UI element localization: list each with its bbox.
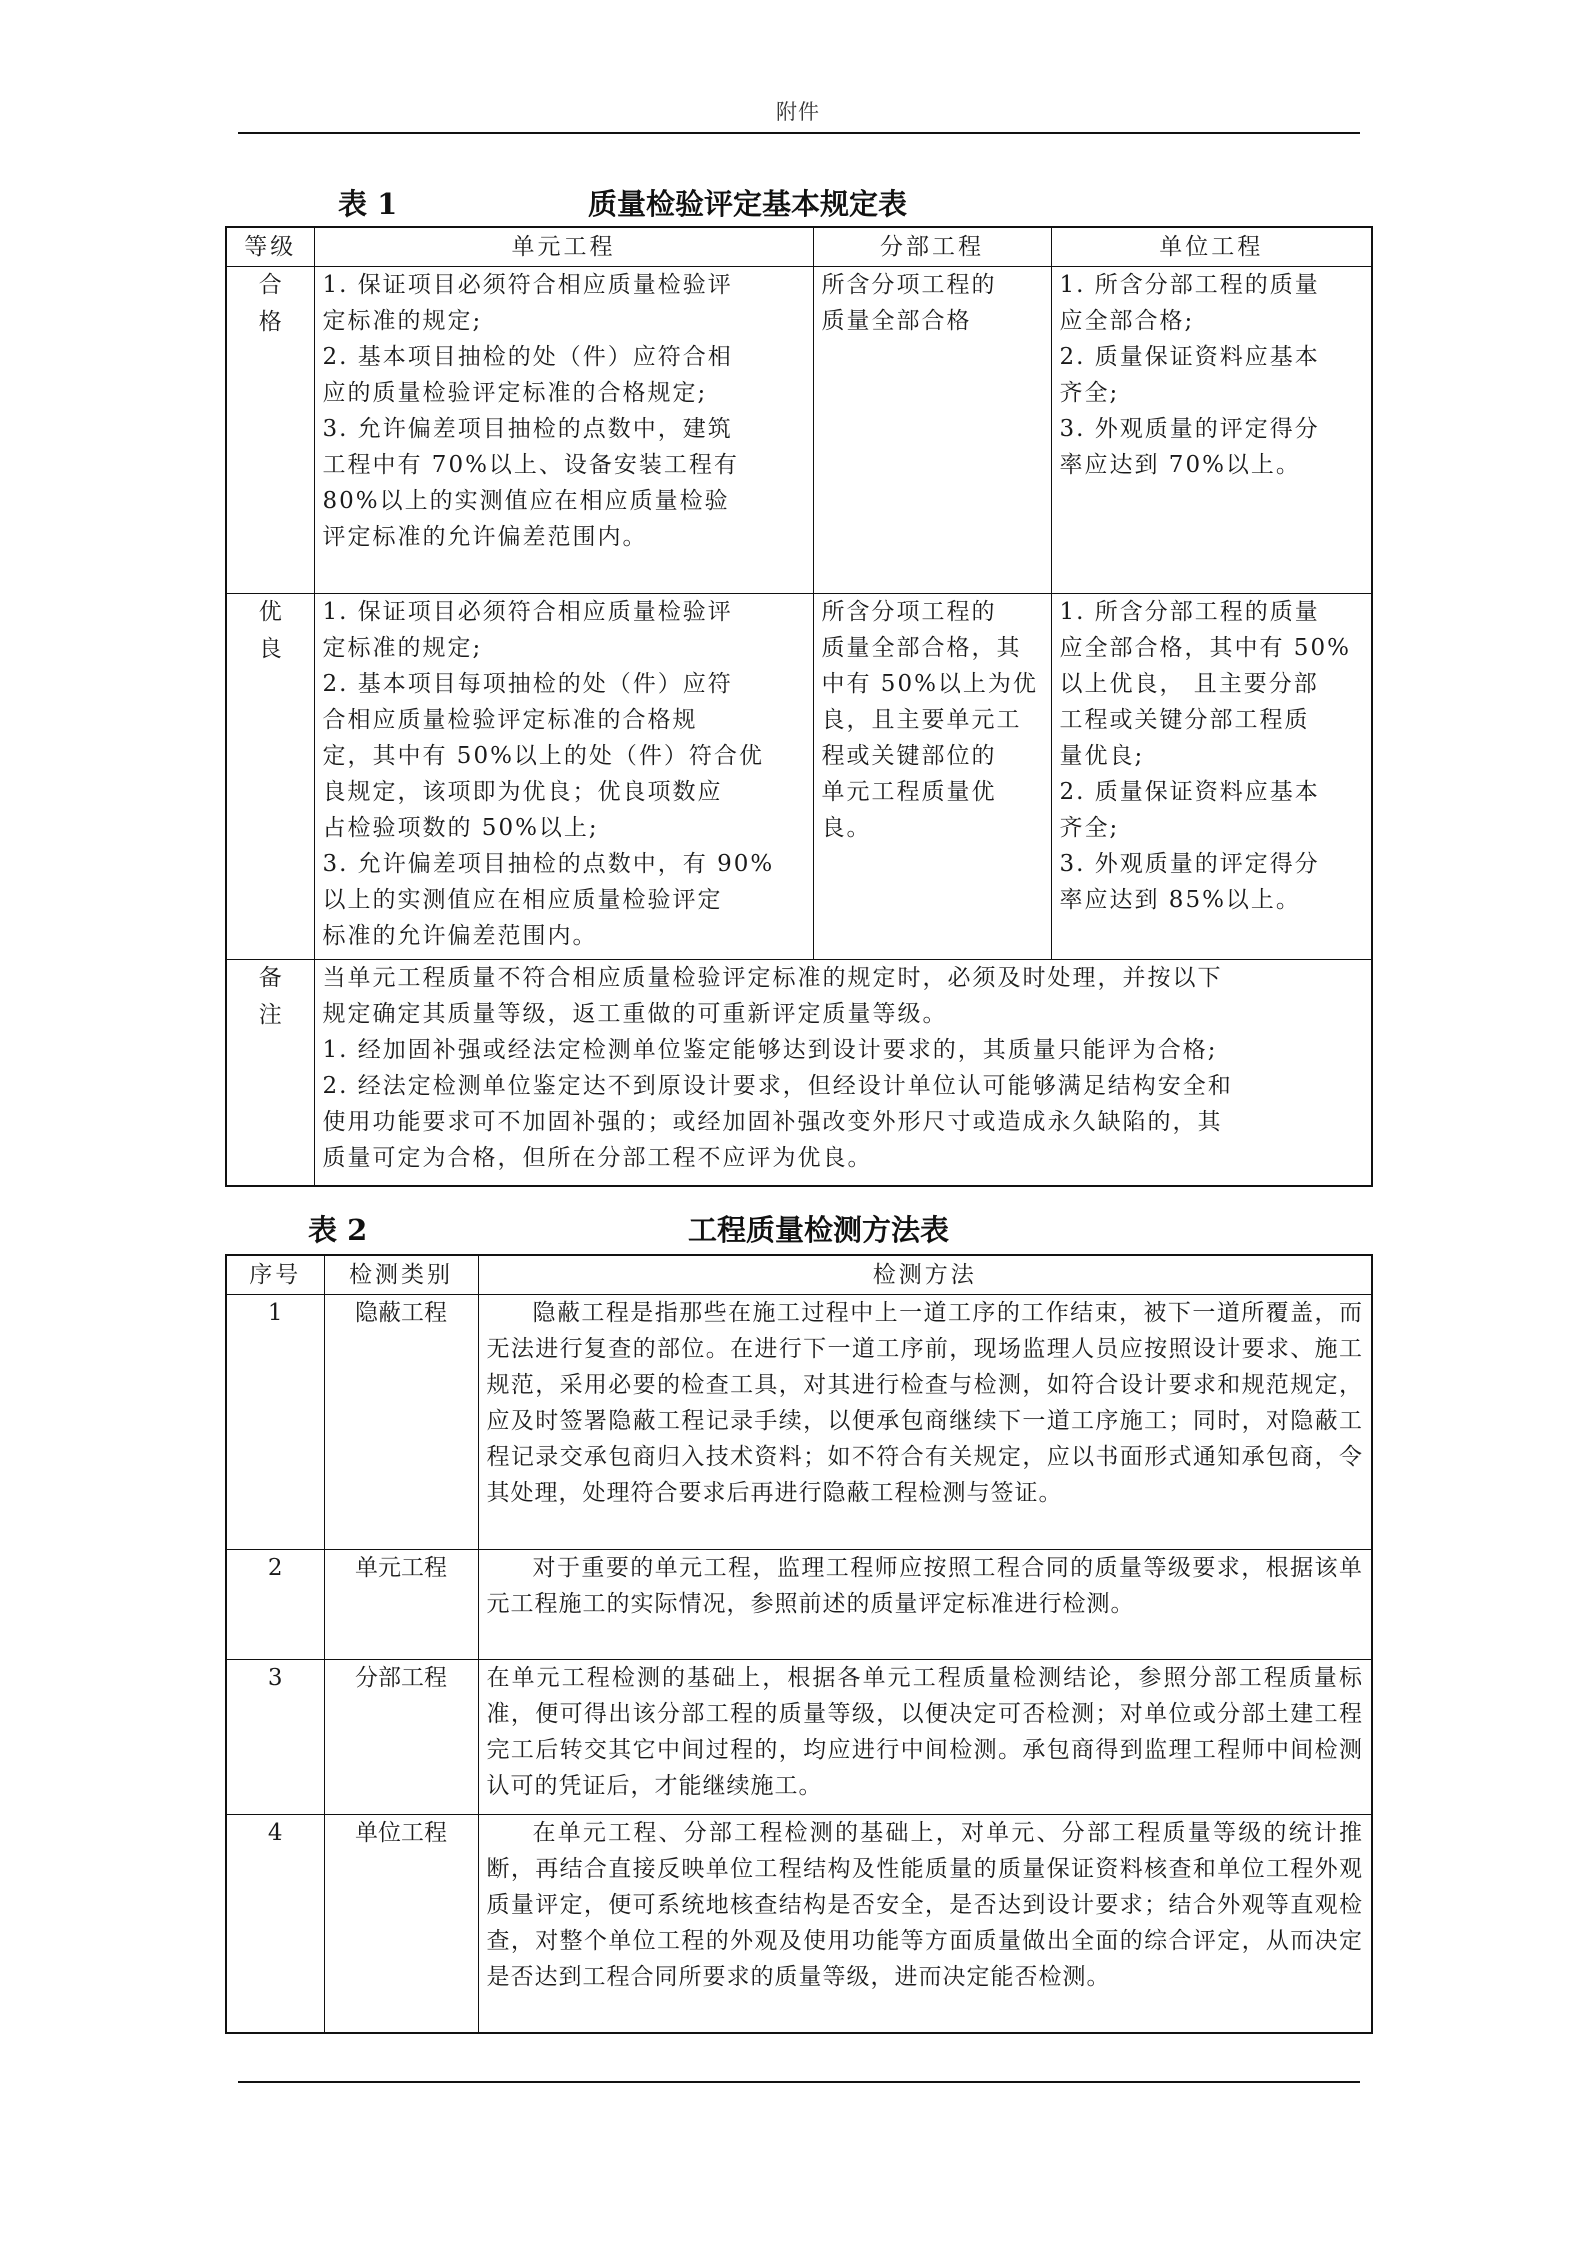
cell-text-line: 质量全部合格 xyxy=(821,308,972,334)
cell-text-line: 2. 经法定检测单位鉴定达不到原设计要求，但经设计单位认可能够满足结构安全和 xyxy=(322,1073,1233,1099)
inspection-methods-table xyxy=(225,1254,1373,2034)
cell-text-line: 2. 质量保证资料应基本 xyxy=(1059,344,1320,370)
cell-text-line: 1. 保证项目必须符合相应质量检验评 xyxy=(322,599,733,625)
method-cell: 隐蔽工程是指那些在施工过程中上一道工序的工作结束，被下一道所覆盖，而无法进行复查的部位。在进行下一道工序前，现场监理人员应按照设计要求、施工规范，采用必要的检查工具，对其进行检查与检测，如符合设计要求和规范规定，应及时签署隐蔽工程记录手续，以便承包商继续下一道工序施工；同时，对隐蔽工程记录交承包商归入技术资料；如不符合有关规定，应以书面形式通知承包商，令其处理，处理符合要求后再进行隐蔽工程检测与签证。 xyxy=(478,1295,1372,1550)
serial-no-cell: 1 xyxy=(226,1295,324,1550)
cell-text-line: 1. 所含分部工程的质量 xyxy=(1059,599,1320,625)
division-work-cell xyxy=(813,594,1051,960)
unit-project-cell xyxy=(1051,594,1372,960)
cell-text-line: 应的质量检验评定标准的合格规定; xyxy=(322,380,708,406)
cell-text-line: 良规定，该项即为优良；优良项数应 xyxy=(322,779,723,805)
cell-text-line: 工程或关键分部工程质 xyxy=(1059,707,1310,733)
serial-no-cell: 3 xyxy=(226,1660,324,1815)
cell-text-line: 所含分项工程的 xyxy=(821,272,997,298)
cell-text-line: 评定标准的允许偏差范围内。 xyxy=(322,524,648,550)
grade-label-char: 格 xyxy=(258,309,282,335)
cell-text-line: 所含分项工程的 xyxy=(821,599,997,625)
serial-no-cell: 4 xyxy=(226,1815,324,2033)
column-header-grade: 等级 xyxy=(226,227,314,267)
division-work-cell xyxy=(813,267,1051,594)
category-cell: 分部工程 xyxy=(324,1660,478,1815)
cell-text-line: 工程中有 70%以上、设备安装工程有 xyxy=(322,452,739,478)
cell-text-line: 定，其中有 50%以上的处（件）符合优 xyxy=(322,743,764,769)
remarks-label-cell xyxy=(226,960,314,1186)
cell-text-line: 定标准的规定; xyxy=(322,635,483,661)
cell-text-line: 80%以上的实测值应在相应质量检验 xyxy=(322,488,730,514)
cell-text-line: 质量全部合格，其 xyxy=(821,635,1022,661)
table2-number: 表 2 xyxy=(308,1213,368,1247)
category-cell: 单元工程 xyxy=(324,1550,478,1660)
table-row xyxy=(226,1295,1372,1550)
cell-text-line: 1. 保证项目必须符合相应质量检验评 xyxy=(322,272,733,298)
table2-header-row xyxy=(226,1255,1372,1295)
cell-text-line: 2. 质量保证资料应基本 xyxy=(1059,779,1320,805)
remarks-label-char: 备 xyxy=(258,965,282,991)
cell-text-line: 3. 外观质量的评定得分 xyxy=(1059,416,1320,442)
cell-text-line: 单元工程质量优 xyxy=(821,779,997,805)
cell-text-line: 标准的允许偏差范围内。 xyxy=(322,923,598,949)
unit-work-cell xyxy=(314,594,813,960)
cell-text-line: 1. 经加固补强或经法定检测单位鉴定能够达到设计要求的，其质量只能评为合格; xyxy=(322,1037,1218,1063)
remarks-label-char: 注 xyxy=(258,1002,282,1028)
method-cell: 在单元工程检测的基础上，根据各单元工程质量检测结论，参照分部工程质量标准，便可得出该分部工程的质量等级，以便决定可否检测；对单位或分部土建工程完工后转交其它中间过程的，均应进行中间检测。承包商得到监理工程师中间检测认可的凭证后，才能继续施工。 xyxy=(478,1660,1372,1815)
cell-text-line: 当单元工程质量不符合相应质量检验评定标准的规定时，必须及时处理，并按以下 xyxy=(322,965,1223,991)
category-cell: 隐蔽工程 xyxy=(324,1295,478,1550)
header-divider xyxy=(238,132,1360,134)
column-header-serial-no: 序号 xyxy=(226,1255,324,1295)
cell-text-line: 率应达到 85%以上。 xyxy=(1059,887,1301,913)
table-row xyxy=(226,1660,1372,1815)
cell-text-line: 1. 所含分部工程的质量 xyxy=(1059,272,1320,298)
unit-work-cell xyxy=(314,267,813,594)
table-row-remarks xyxy=(226,960,1372,1186)
cell-text-line: 中有 50%以上为优 xyxy=(821,671,1038,697)
cell-text-line: 率应达到 70%以上。 xyxy=(1059,452,1301,478)
table-row-qualified xyxy=(226,267,1372,594)
serial-no-cell: 2 xyxy=(226,1550,324,1660)
quality-evaluation-table xyxy=(225,226,1373,1187)
cell-text-line: 以上优良， 且主要分部 xyxy=(1059,671,1319,697)
category-cell: 单位工程 xyxy=(324,1815,478,2033)
cell-text-line: 规定确定其质量等级，返工重做的可重新评定质量等级。 xyxy=(322,1001,948,1027)
remarks-content-cell xyxy=(314,960,1372,1186)
table-row xyxy=(226,1815,1372,2033)
cell-text-line: 量优良; xyxy=(1059,743,1145,769)
grade-label-char: 良 xyxy=(258,636,282,662)
method-cell: 在单元工程、分部工程检测的基础上，对单元、分部工程质量等级的统计推断，再结合直接反映单位工程结构及性能质量的质量保证资料核查和单位工程外观质量评定，便可系统地核查结构是否安全，是否达到设计要求；结合外观等直观检查，对整个单位工程的外观及使用功能等方面质量做出全面的综合评定，从而决定是否达到工程合同所要求的质量等级，进而决定能否检测。 xyxy=(478,1815,1372,2033)
table1-number: 表 1 xyxy=(338,187,398,221)
table-row-excellent xyxy=(226,594,1372,960)
cell-text-line: 齐全; xyxy=(1059,380,1120,406)
column-header-category: 检测类别 xyxy=(324,1255,478,1295)
page-header-title: 附件 xyxy=(776,100,820,124)
column-header-unit-work: 单元工程 xyxy=(314,227,813,267)
cell-text-line: 3. 允许偏差项目抽检的点数中，建筑 xyxy=(322,416,733,442)
table1-header-row xyxy=(226,227,1372,267)
footer-divider xyxy=(238,2081,1360,2083)
grade-cell xyxy=(226,594,314,960)
cell-text-line: 合相应质量检验评定标准的合格规 xyxy=(322,707,698,733)
cell-text-line: 3. 允许偏差项目抽检的点数中，有 90% xyxy=(322,851,775,877)
cell-text-line: 良，且主要单元工 xyxy=(821,707,1022,733)
cell-text-line: 2. 基本项目每项抽检的处（件）应符 xyxy=(322,671,733,697)
table1-title: 质量检验评定基本规定表 xyxy=(588,187,908,221)
table2-title: 工程质量检测方法表 xyxy=(688,1213,950,1247)
table-row xyxy=(226,1550,1372,1660)
cell-text-line: 以上的实测值应在相应质量检验评定 xyxy=(322,887,723,913)
cell-text-line: 质量可定为合格，但所在分部工程不应评为优良。 xyxy=(322,1145,873,1171)
grade-label-char: 优 xyxy=(258,599,282,625)
method-cell: 对于重要的单元工程，监理工程师应按照工程合同的质量等级要求，根据该单元工程施工的实际情况，参照前述的质量评定标准进行检测。 xyxy=(478,1550,1372,1660)
cell-text-line: 程或关键部位的 xyxy=(821,743,997,769)
cell-text-line: 占检验项数的 50%以上; xyxy=(322,815,599,841)
cell-text-line: 定标准的规定; xyxy=(322,308,483,334)
column-header-unit-project: 单位工程 xyxy=(1051,227,1372,267)
cell-text-line: 良。 xyxy=(821,815,872,841)
cell-text-line: 2. 基本项目抽检的处（件）应符合相 xyxy=(322,344,733,370)
column-header-method: 检测方法 xyxy=(478,1255,1372,1295)
grade-label-char: 合 xyxy=(258,272,282,298)
cell-text-line: 齐全; xyxy=(1059,815,1120,841)
cell-text-line: 使用功能要求可不加固补强的；或经加固补强改变外形尺寸或造成永久缺陷的，其 xyxy=(322,1109,1223,1135)
cell-text-line: 应全部合格; xyxy=(1059,308,1195,334)
cell-text-line: 3. 外观质量的评定得分 xyxy=(1059,851,1320,877)
unit-project-cell xyxy=(1051,267,1372,594)
grade-cell xyxy=(226,267,314,594)
column-header-division-work: 分部工程 xyxy=(813,227,1051,267)
cell-text-line: 应全部合格，其中有 50% xyxy=(1059,635,1351,661)
